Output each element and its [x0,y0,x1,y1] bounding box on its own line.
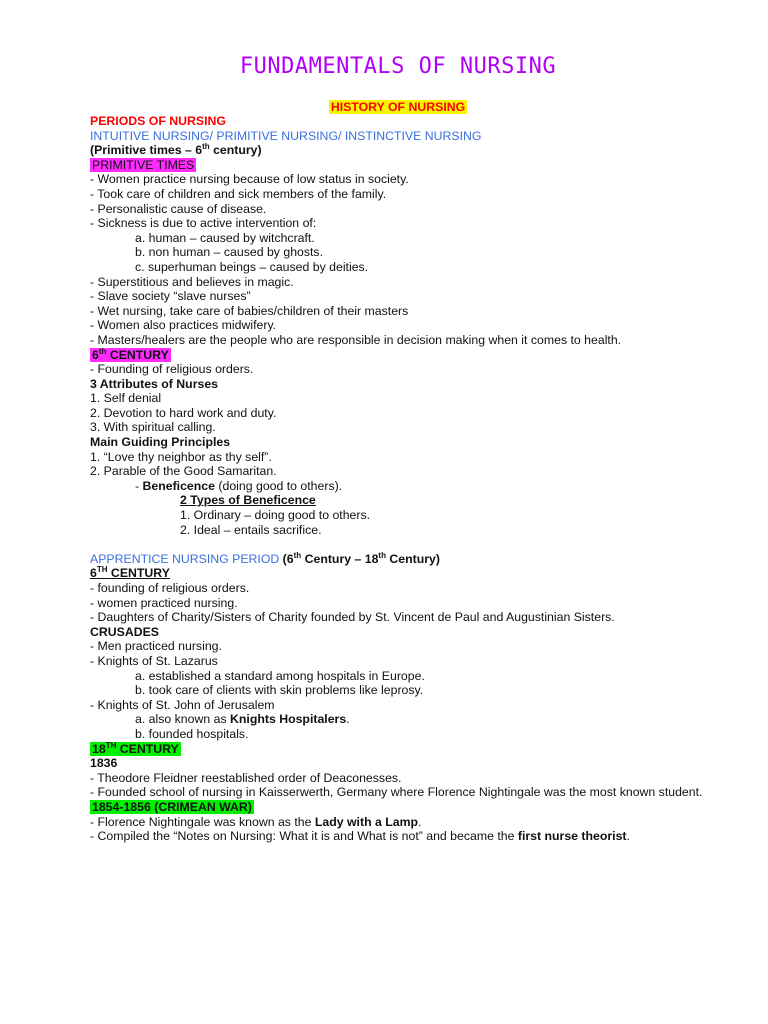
beneficence-types-heading-row [90,493,706,508]
list-item: - Slave society “slave nurses” [90,289,251,304]
list-item: - Florence Nightingale was known as the Lady with a Lamp. [90,814,422,829]
list-item: - Masters/healers are the people who are responsible in decision making when it comes to health. [90,332,622,347]
spacer [90,537,706,552]
list-item: 2. Ideal – entails sacrifice. [180,522,322,537]
list-item: 1. Ordinary – doing good to others. [180,508,371,523]
list-item: - Women practice nursing because of low status in society. [90,172,409,187]
document-title: FUNDAMENTALS OF NURSING [239,54,557,79]
primitive-times-label-row [90,158,706,173]
crimean-war-label: 1854-1856 (CRIMEAN WAR) [92,799,252,814]
list-item: b. founded hospitals. [135,726,249,741]
beneficence-types-heading: 2 Types of Beneficence [180,493,316,508]
list-item: 2. Devotion to hard work and duty. [90,405,277,420]
crusades-heading: CRUSADES [90,624,160,639]
list-item: b. took care of clients with skin problems like leprosy. [135,683,424,698]
year-1836: 1836 [90,756,118,771]
list-item: 3. With spiritual calling. [90,420,216,435]
list-item: - Wet nursing, take care of babies/children of their masters [90,303,409,318]
primitive-times-label: PRIMITIVE TIMES [92,157,195,172]
principles-heading: Main Guiding Principles [90,435,231,450]
primitive-range: (Primitive times – 6th century) [90,142,262,158]
list-item: 1. “Love thy neighbor as thy self”. [90,449,272,464]
attributes-heading: 3 Attributes of Nurses [90,376,219,391]
list-item: c. superhuman beings – caused by deities. [135,259,369,274]
list-item: - Compiled the “Notes on Nursing: What it is and What is not” and became the first nurse theorist. [90,829,630,844]
list-item: - women practiced nursing. [90,595,238,610]
list-item: a. established a standard among hospitals in Europe. [135,668,425,683]
list-item: - Founded school of nursing in Kaisserwerth, Germany where Florence Nightingale was the most known student. [90,785,703,800]
list-item: - Men practiced nursing. [90,639,222,654]
list-item: a. also known as Knights Hospitalers. [135,712,350,727]
eighteenth-label-row [90,742,706,757]
document-body [90,111,706,844]
list-item: - Personalistic cause of disease. [90,201,267,216]
sixth-century-label-row [90,348,706,363]
sixth-century-label: 6th CENTURY [92,346,169,362]
beneficence-line: - Beneficence (doing good to others). [135,478,343,493]
list-item: - Daughters of Charity/Sisters of Charity founded by St. Vincent de Paul and Augustinian Sisters. [90,610,615,625]
intuitive-heading: INTUITIVE NURSING/ PRIMITIVE NURSING/ INSTINCTIVE NURSING [90,128,482,143]
list-item: - Knights of St. Lazarus [90,653,218,668]
apprentice-heading: APPRENTICE NURSING PERIOD (6th Century – 18th Century) [90,550,440,566]
list-item: - Theodore Fleidner reestablished order of Deaconesses. [90,770,402,785]
list-item: - founding of religious orders. [90,581,250,595]
list-item: - Took care of children and sick members of the family. [90,186,387,201]
eighteenth-century-label: 18TH CENTURY [92,740,179,756]
list-item: - Women also practices midwifery. [90,318,277,333]
apprentice-6th-label: 6TH CENTURY [90,565,170,581]
periods-heading: PERIODS OF NURSING [90,114,226,128]
crimean-label-row [90,800,706,815]
history-heading: HISTORY OF NURSING [330,100,466,114]
list-item: a. human – caused by witchcraft. [135,230,315,245]
list-item: - Knights of St. John of Jerusalem [90,697,275,712]
list-item: - Sickness is due to active intervention of: [90,216,317,231]
list-item: 2. Parable of the Good Samaritan. [90,464,277,479]
list-item: - Superstitious and believes in magic. [90,274,294,289]
list-item: - Founding of religious orders. [90,362,254,377]
list-item: b. non human – caused by ghosts. [135,245,323,260]
list-item: 1. Self denial [90,391,162,406]
